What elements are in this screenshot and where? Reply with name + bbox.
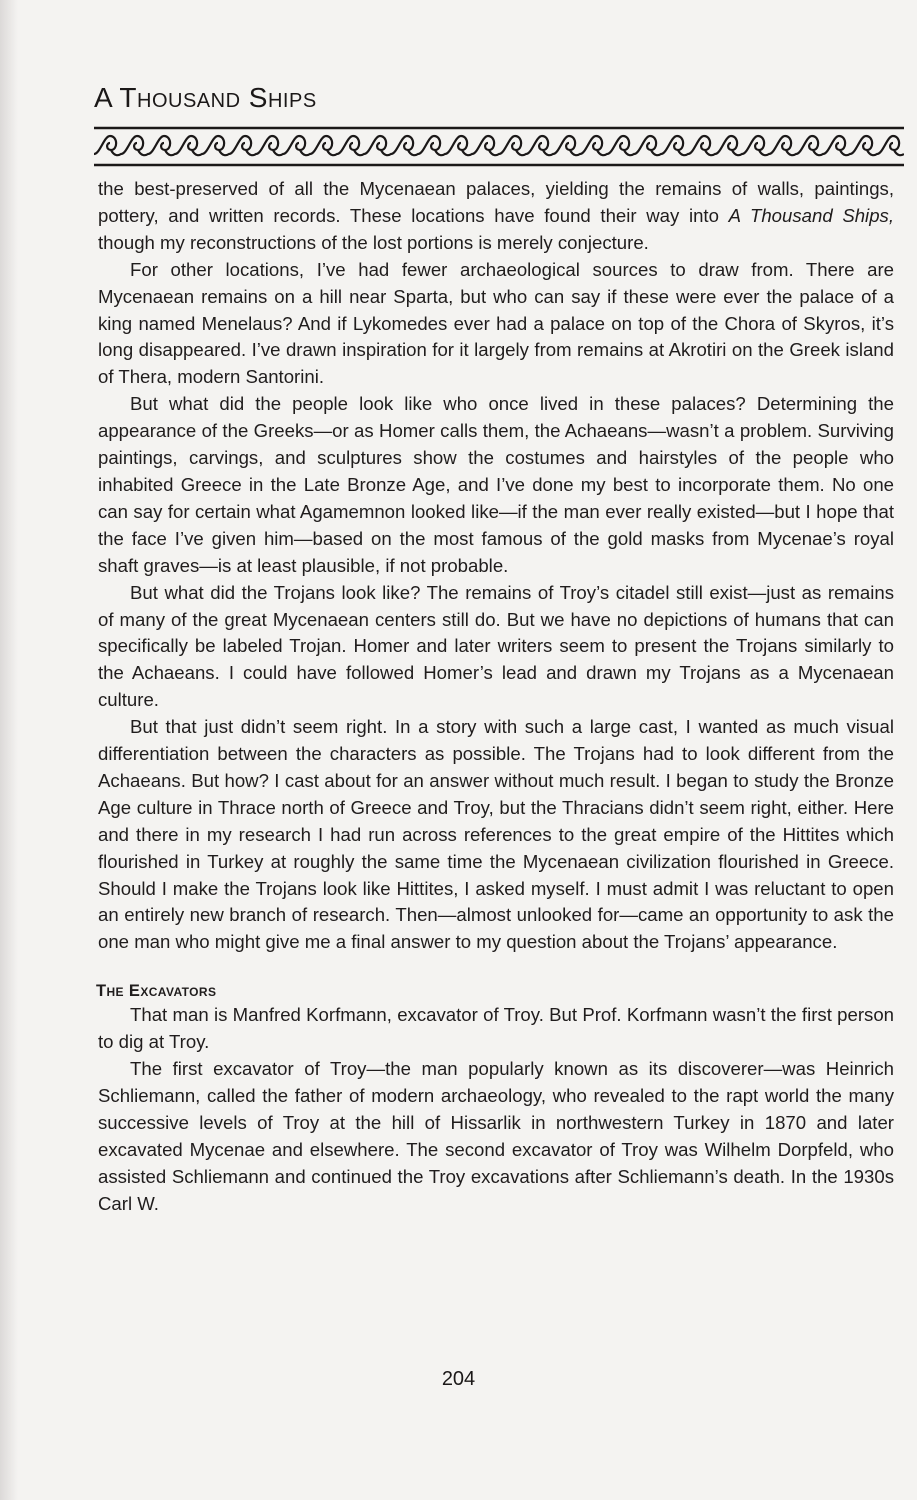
book-title-italic: A Thousand Ships, (728, 204, 894, 226)
paragraph-1 (98, 176, 894, 257)
paragraph-4: But what did the Trojans look like? The remains of Troy’s citadel still exist—just as remains of many of the great Mycenaean centers still do. But we have no depictions of humans that can specifically be labeled Trojan. Homer and later writers seem to present the Trojans similarly to the Achaeans. I could have followed Homer’s lead and drawn my Trojans as a Mycenaean culture. (98, 581, 894, 711)
page-number: 204 (441, 1368, 476, 1390)
paragraph-1-tail: though my reconstructions of the lost portions is merely conjecture. (98, 231, 649, 253)
paragraph-3: But what did the people look like who once lived in these palaces? Determining the appearance of the Greeks—or as Homer calls them, the Achaeans—wasn’t a problem. Surviving paintings, carvings, and sculptures show the costumes and hairstyles of the people who inhabited Greece in the Late Bronze Age, and I’ve done my best to incorporate them. No one can say for certain what Agamemnon looked like—if the man ever really existed—but I hope that the face I’ve given him—based on the most famous of the gold masks from Mycenae’s royal shaft graves—is at least plausible, if not probable. (98, 393, 894, 576)
wave-ornament-border (94, 124, 904, 170)
body-text (98, 176, 894, 1218)
section-heading: The Excavators (96, 982, 217, 1001)
paragraph-5: But that just didn’t seem right. In a story with such a large cast, I wanted as much visual differentiation between the characters as possible. The Trojans had to look different from the Achaeans. But how? I cast about for an answer without much result. I began to study the Bronze Age culture in Thrace north of Greece and Troy, but the Thracians didn’t seem right, either. Here and there in my research I had run across references to the great empire of the Hittites which flourished in Turkey at roughly the same time the Mycenaean civilization flourished in Greece. Should I make the Trojans look like Hittites, I asked myself. I must admit I was reluctant to open an entirely new branch of research. Then—almost unlooked for—came an opportunity to ask the one man who might give me a final answer to my question about the Trojans’ appearance. (98, 716, 894, 953)
running-head-title: A Thousand Ships (94, 82, 317, 113)
paragraph-7: The first excavator of Troy—the man popularly known as its discoverer—was Heinrich Schliemann, called the father of modern archaeology, who revealed to the rapt world the many successive levels of Troy at the hill of Hissarlik in northwestern Turkey in 1870 and later excavated Mycenae and elsewhere. The second excavator of Troy was Wilhelm Dorpfeld, who assisted Schliemann and continued the Troy excavations after Schliemann’s death. In the 1930s Carl W. (98, 1058, 894, 1214)
paragraph-6: That man is Manfred Korfmann, excavator of Troy. But Prof. Korfmann wasn’t the first person to dig at Troy. (98, 1004, 894, 1053)
paragraph-2: For other locations, I’ve had fewer archaeological sources to draw from. There are Mycenaean remains on a hill near Sparta, but who can say if these were ever the palace of a king named Menelaus? And if Lykomedes ever had a palace on top of the Chora of Skyros, it’s long disappeared. I’ve drawn inspiration for it largely from remains at Akrotiri on the Greek island of Thera, modern Santorini. (98, 258, 894, 388)
page-edge-shadow (0, 0, 18, 1500)
paragraph-1-text: the best-preserved of all the Mycenaean palaces, yielding the remains of walls, paintings, pottery, and written records. These locations have found their way into (98, 178, 894, 226)
